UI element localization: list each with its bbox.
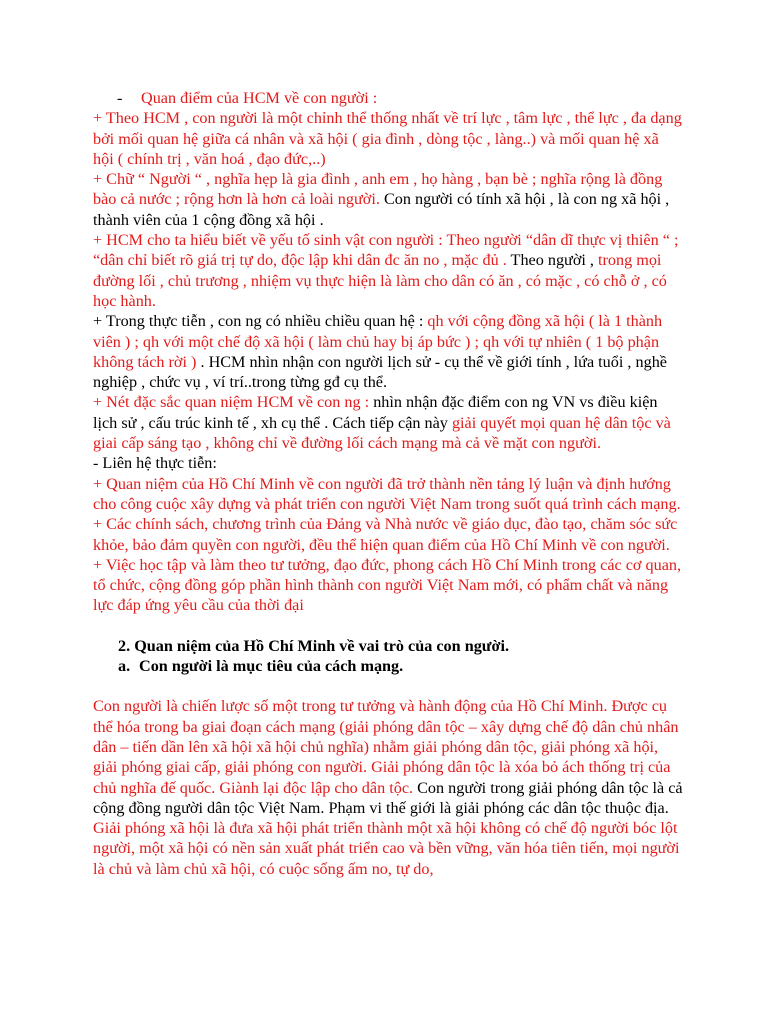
heading-2a-text: Con người là mục tiêu của cách mạng. xyxy=(139,657,404,676)
paragraph-4 xyxy=(93,311,683,392)
paragraph-5-red: + Nét đặc sắc quan niệm HCM về con ng : xyxy=(93,393,370,412)
paragraph-10 xyxy=(93,696,683,818)
paragraph-11: Giải phóng xã hội là đưa xã hội phát triển thành một xã hội không có chế độ người bóc lột người, một xã hội có nền sản xuất phát triển cao và bền vững, văn hóa tiên tiến, mọi người là chủ và làm chủ xã hội, có cuộc sống ấm no, tự do, xyxy=(93,819,680,878)
paragraph-1: + Theo HCM , con người là một chỉnh thể thống nhất về trí lực , tâm lực , thể lực , đa dạng bởi mối quan hệ giữa cá nhân và xã hội ( gia đình , dòng tộc , làng..) và mối quan hệ xã hội ( chính trị , văn hoá , đạo đức,..) xyxy=(93,109,682,168)
paragraph-9: + Việc học tập và làm theo tư tưởng, đạo đức, phong cách Hồ Chí Minh trong các cơ quan, tổ chức, cộng đồng góp phần hình thành con người Việt Nam mới, có phẩm chất và năng lực đáp ứng yêu cầu của thời đại xyxy=(93,555,682,615)
document-page xyxy=(93,88,683,879)
paragraph-10-red: Con người là chiến lược số một trong tư tưởng và hành động của Hồ Chí Minh. Được cụ thể hóa trong ba giai đoạn cách mạng (giải phóng dân tộc – xây dựng chế độ dân chủ nhân dân – tiến dần lên xã hội xã hội chủ nghĩa) nhằm giải phóng dân tộc, giải phóng xã hội, giải phóng giai cấp, giải phóng con người. Giải phóng dân tộc là xóa bỏ ách thống trị của chủ nghĩa đế quốc. Giành lại độc lập cho dân tộc. xyxy=(93,697,679,797)
paragraph-3-red: + HCM cho ta hiểu biết về yếu tố sinh vật con người : Theo người “dân dĩ thực vị thiên “ ; “dân chỉ biết rõ giá trị tự do, độc lập khi dân đc ăn no , mặc đủ . xyxy=(93,231,679,270)
paragraph-8: + Các chính sách, chương trình của Đảng và Nhà nước về giáo dục, đào tạo, chăm sóc sức khỏe, bảo đảm quyền con người, đều thể hiện quan điểm của Hồ Chí Minh về con người. xyxy=(93,515,678,554)
heading-2a xyxy=(93,656,683,676)
section-title: Quan điểm của HCM về con người : xyxy=(141,89,378,107)
spacer xyxy=(93,676,683,696)
heading-2: 2. Quan niệm của Hồ Chí Minh về vai trò của con người. xyxy=(118,636,510,655)
paragraph-3 xyxy=(93,230,683,311)
paragraph-3-black: Theo người , xyxy=(506,251,594,270)
paragraph-4-red: qh với cộng đồng xã hội ( là 1 thành viên ) ; qh với một chế độ xã hội ( làm chủ hay bị áp bức ) ; qh với tự nhiên ( 1 bộ phận không tách rời ) xyxy=(93,312,663,371)
paragraph-3-red2: trong mọi đường lối , chủ trương , nhiệm vụ thực hiện là làm cho dân có ăn , có mặc , có chỗ ở , có học hành. xyxy=(93,251,667,310)
practice-heading: - Liên hệ thực tiễn: xyxy=(93,454,217,473)
paragraph-7: + Quan niệm của Hồ Chí Minh về con người đã trở thành nền tảng lý luận và định hướng cho công cuộc xây dựng và phát triển con người Việt Nam trong suốt quá trình cách mạng. xyxy=(93,474,681,513)
paragraph-10-black: Con người trong giải phóng dân tộc là cả cộng đồng người dân tộc Việt Nam. Phạm vi thế giới là giải phóng các dân tộc thuộc địa. xyxy=(93,778,683,817)
paragraph-2 xyxy=(93,169,683,230)
section-heading xyxy=(93,88,683,108)
spacer xyxy=(93,616,683,636)
paragraph-4-black: + Trong thực tiễn , con ng có nhiều chiều quan hệ : xyxy=(93,312,424,331)
paragraph-4-black2: . HCM nhìn nhận con người lịch sử - cụ thể về giới tính , lứa tuổi , nghề nghiệp , chức vụ , ví trí..trong từng gđ cụ thể. xyxy=(93,352,667,392)
heading-2a-label: a. xyxy=(118,657,131,676)
paragraph-5-black: nhìn nhận đặc điểm con ng VN vs điều kiện lịch sử , cấu trúc kinh tế , xh cụ thể . Cách tiếp cận này xyxy=(93,393,658,432)
paragraph-2-black: Con người có tính xã hội , là con ng xã hội , thành viên của 1 cộng đồng xã hội . xyxy=(93,190,670,229)
paragraph-2-red: + Chữ “ Người “ , nghĩa hẹp là gia đình , anh em , họ hàng , bạn bè ; nghĩa rộng là đồng bào cả nước ; rộng hơn là hơn cả loài người. xyxy=(93,170,663,209)
dash-bullet: - xyxy=(117,89,123,107)
paragraph-5 xyxy=(93,392,683,453)
paragraph-5-red2: giải quyết mọi quan hệ dân tộc và giai cấp sáng tạo , không chỉ về đường lối cách mạng mà cả về mặt con người. xyxy=(93,413,671,453)
